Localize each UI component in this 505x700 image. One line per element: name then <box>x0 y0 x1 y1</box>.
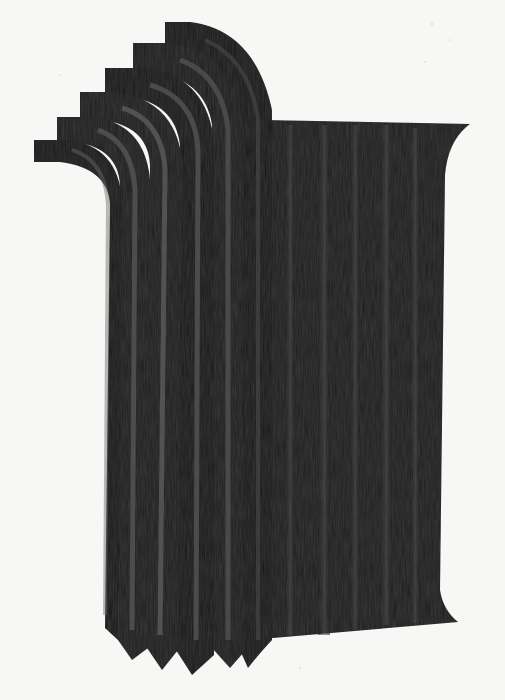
curved-band-6 <box>34 140 122 640</box>
main-ink-block <box>250 120 470 640</box>
